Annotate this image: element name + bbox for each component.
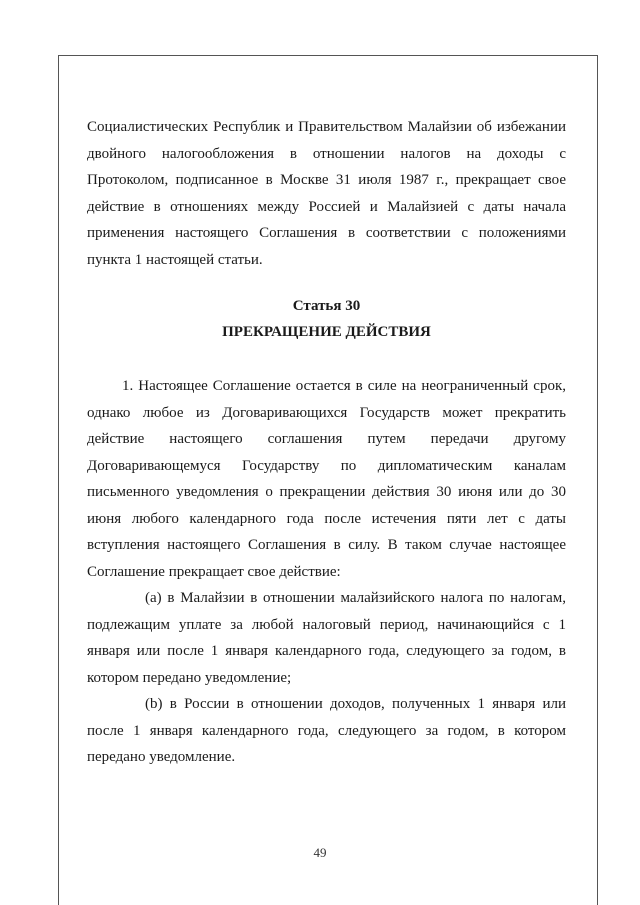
document-body-article xyxy=(87,373,566,771)
article-item-b: (b) в России в отношении доходов, полученных 1 января или после 1 января календарного года, следующего за годом, в котором передано уведомление. xyxy=(87,696,566,765)
intro-paragraph: Социалистических Республик и Правительством Малайзии об избежании двойного налогообложения в отношении налогов на доходы с Протоколом, подписанное в Москве 31 июля 1987 г., прекращает свое действие в отношениях между Россией и Малайзией с даты начала применения настоящего Соглашения в соответствии с положениями пункта 1 настоящей статьи. xyxy=(87,119,566,268)
document-body-intro xyxy=(87,114,566,273)
article-title: ПРЕКРАЩЕНИЕ ДЕЙСТВИЯ xyxy=(222,324,431,340)
article-paragraph-1: 1. Настоящее Соглашение остается в силе на неограниченный срок, однако любое из Договаривающихся Государств может прекратить действие настоящего соглашения путем передачи другому Договаривающемуся Государству по дипломатическим каналам письменного уведомления о прекращении действия 30 июня или до 30 июня любого календарного года после истечения пяти лет с даты вступления настоящего Соглашения в силу. В таком случае настоящее Соглашение прекращает свое действие: xyxy=(87,378,566,580)
page-number: 49 xyxy=(313,845,327,860)
article-item-a: (а) в Малайзии в отношении малайзийского налога по налогам, подлежащим уплате за любой налоговый период, начинающийся с 1 января или после 1 января календарного года, следующего за годом, в котором передано уведомление; xyxy=(87,590,566,686)
article-number: Статья 30 xyxy=(292,298,361,314)
